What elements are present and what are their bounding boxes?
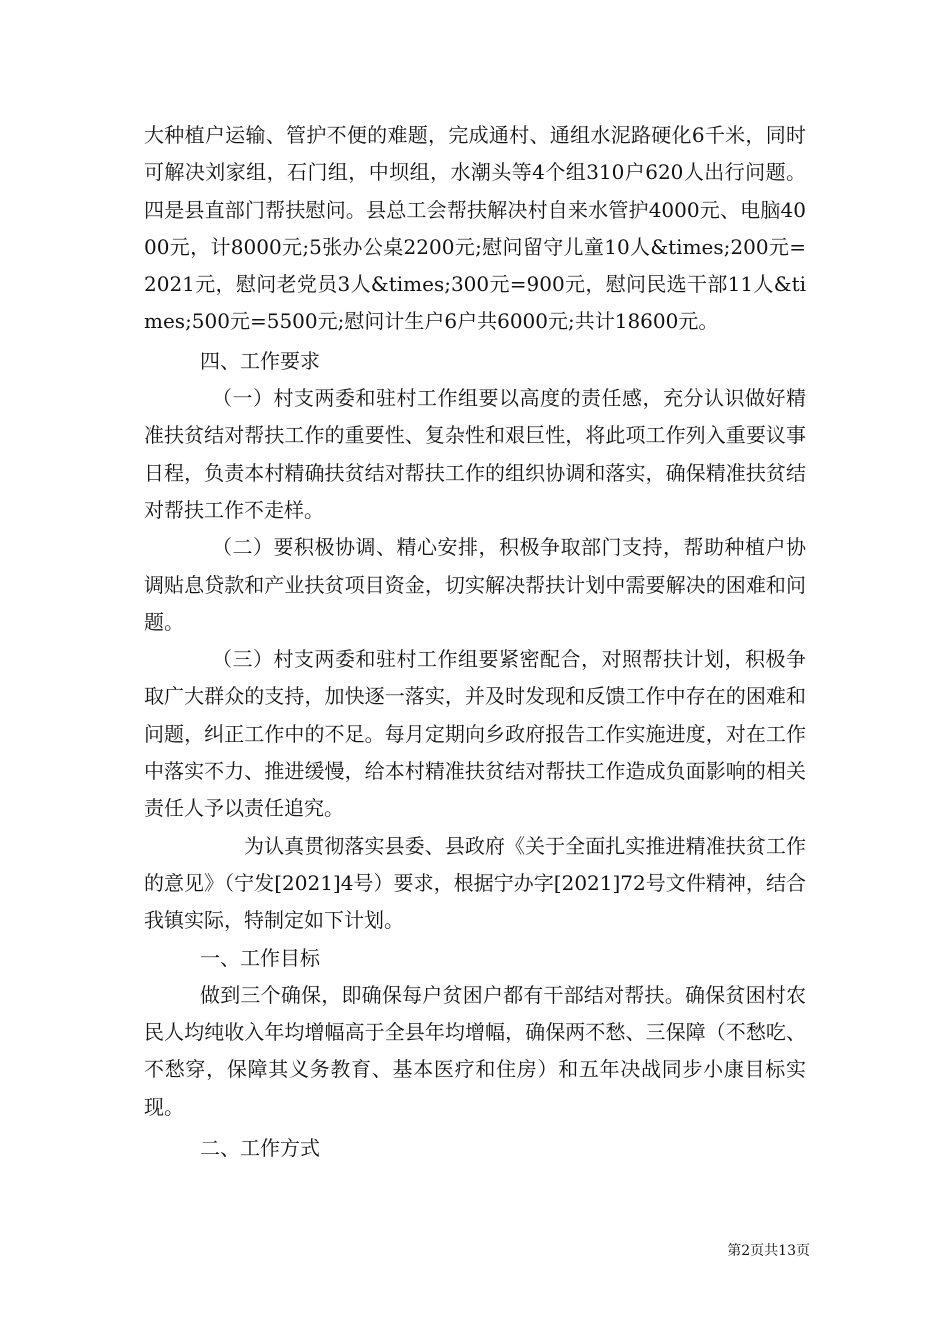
paragraph-requirement-2: （二）要积极协调、精心安排，积极争取部门支持，帮助种植户协调贴息贷款和产业扶贫项目资金，切实解决帮扶计划中需要解决的困难和问题。 [144, 535, 806, 634]
section-heading-work-requirements: 四、工作要求 [200, 348, 320, 373]
paragraph-work-goals: 做到三个确保，即确保每户贫困户都有干部结对帮扶。确保贫困村农民人均纯收入年均增幅高于全县年均增幅，确保两不愁、三保障（不愁吃、不愁穿，保障其义务教育、基本医疗和住房）和五年决战同步小康目标实现。 [144, 982, 806, 1119]
document-body [144, 117, 806, 1167]
section-heading-work-goals: 一、工作目标 [200, 945, 320, 970]
paragraph-plan-intro: 为认真贯彻落实县委、县政府《关于全面扎实推进精准扶贫工作的意见》（宁发[2021]4号）要求，根据宁办字[2021]72号文件精神，结合我镇实际，特制定如下计划。 [144, 833, 806, 933]
page-number-footer: 第2页共13页 [727, 1243, 810, 1259]
paragraph-requirement-3: （三）村支两委和驻村工作组要紧密配合，对照帮扶计划，积极争取广大群众的支持，加快逐一落实，并及时发现和反馈工作中存在的困难和问题，纠正工作中的不足。每月定期向乡政府报告工作实施进度，对在工作中落实不力、推进缓慢，给本村精准扶贫结对帮扶工作造成负面影响的相关责任人予以责任追究。 [144, 647, 806, 821]
section-heading-work-methods: 二、工作方式 [200, 1136, 320, 1161]
paragraph-requirement-1: （一）村支两委和驻村工作组要以高度的责任感，充分认识做好精准扶贫结对帮扶工作的重要性、复杂性和艰巨性，将此项工作列入重要议事日程，负责本村精确扶贫结对帮扶工作的组织协调和落实，确保精准扶贫结对帮扶工作不走样。 [144, 386, 806, 522]
paragraph-continuation: 大种植户运输、管护不便的难题，完成通村、通组水泥路硬化6千米，同时可解决刘家组，石门组，中坝组，水潮头等4个组310户620人出行问题。四是县直部门帮扶慰问。县总工会帮扶解决村自来水管护4000元、电脑4000元，计8000元;5张办公桌2200元;慰问留守儿童10人&times;200元=2021元，慰问老党员3人&times;300元=900元，慰问民选干部11人&times;500元=5500元;慰问计生户6户共6000元;共计18600元。 [144, 123, 806, 334]
